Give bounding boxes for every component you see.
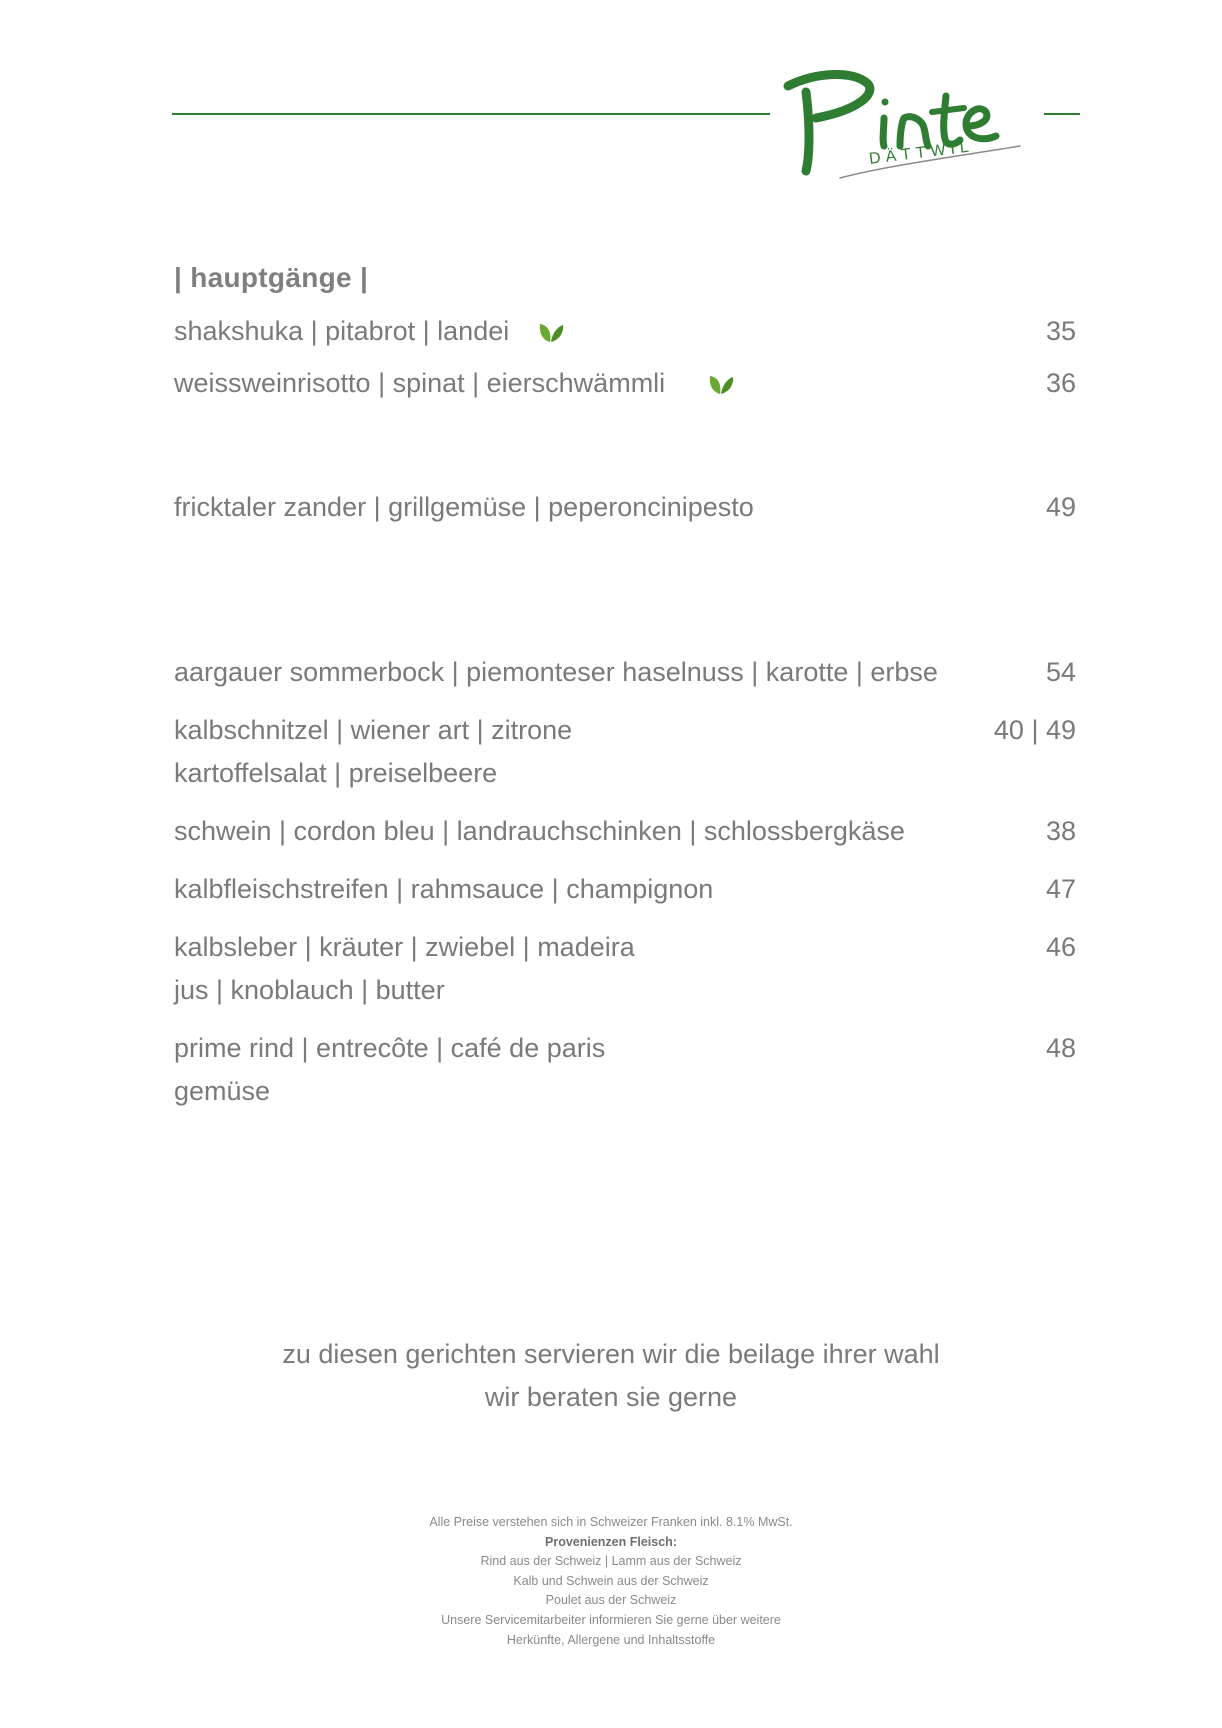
menu-item-name: shakshuka | pitabrot | landei (174, 316, 510, 346)
pinte-logo (776, 64, 1036, 194)
header-rule-left (172, 113, 770, 115)
menu-item-name: kalbschnitzel | wiener art | zitrone (174, 715, 573, 745)
menu-item (174, 709, 1076, 795)
section-title: | hauptgänge | (174, 262, 369, 293)
vegetarian-leaf-icon (538, 322, 564, 344)
menu-item-name: aargauer sommerbock | piemonteser haselnuss | karotte | erbse (174, 657, 938, 687)
menu-item-name: fricktaler zander | grillgemüse | peperoncinipesto (174, 492, 754, 522)
legal-footer (0, 1513, 1222, 1650)
menu-item-name-line2: kartoffelsalat | preiselbeere (174, 758, 498, 788)
menu-item-price: 47 (1045, 874, 1076, 904)
menu-item-price: 36 (1045, 368, 1076, 398)
footer-info-line: Unsere Servicemitarbeiter informieren Sie gerne über weitere (441, 1612, 781, 1627)
menu-item-name-line2: jus | knoblauch | butter (174, 975, 445, 1005)
footer-prices: Alle Preise verstehen sich in Schweizer Franken inkl. 8.1% MwSt. (429, 1515, 793, 1529)
footer-provenance-title: Provenienzen Fleisch: (545, 1534, 677, 1549)
menu-item-price: 48 (1045, 1033, 1076, 1063)
menu-item-price: 46 (1045, 932, 1076, 962)
menu-item-name: schwein | cordon bleu | landrauchschinken | schlossbergkäse (174, 816, 905, 846)
menu-item-price: 54 (1045, 657, 1076, 687)
header-rule-right (1044, 113, 1080, 115)
menu-item-name: kalbsleber | kräuter | zwiebel | madeira (174, 932, 635, 962)
vegetarian-leaf-icon (708, 374, 734, 396)
menu-item-name: kalbfleischstreifen | rahmsauce | champignon (174, 874, 714, 904)
menu-item-name: prime rind | entrecôte | café de paris (174, 1033, 606, 1063)
menu-item-price: 38 (1045, 816, 1076, 846)
footer-info-line: Herkünfte, Allergene und Inhaltsstoffe (506, 1632, 716, 1647)
footer-provenance-line: Rind aus der Schweiz | Lamm aus der Schweiz (480, 1554, 742, 1569)
menu-item-price: 49 (1045, 492, 1076, 522)
menu-item (174, 926, 1076, 1012)
logo-brand-name: Pinte (776, 64, 779, 65)
menu-item-price: 35 (1045, 316, 1076, 346)
advice-note: wir beraten sie gerne (484, 1382, 738, 1412)
logo-location: DÄTTWIL (868, 138, 975, 168)
menu-item-name: weissweinrisotto | spinat | eierschwämmli (174, 368, 666, 398)
footer-provenance-line: Kalb und Schwein aus der Schweiz (513, 1573, 709, 1588)
footer-provenance-line: Poulet aus der Schweiz (545, 1593, 677, 1608)
menu-item (174, 1027, 1076, 1113)
side-dish-note: zu diesen gerichten servieren wir die beilage ihrer wahl (282, 1339, 940, 1369)
menu-item-price: 40 | 49 (993, 715, 1076, 745)
menu-item-name-line2: gemüse (174, 1076, 271, 1106)
